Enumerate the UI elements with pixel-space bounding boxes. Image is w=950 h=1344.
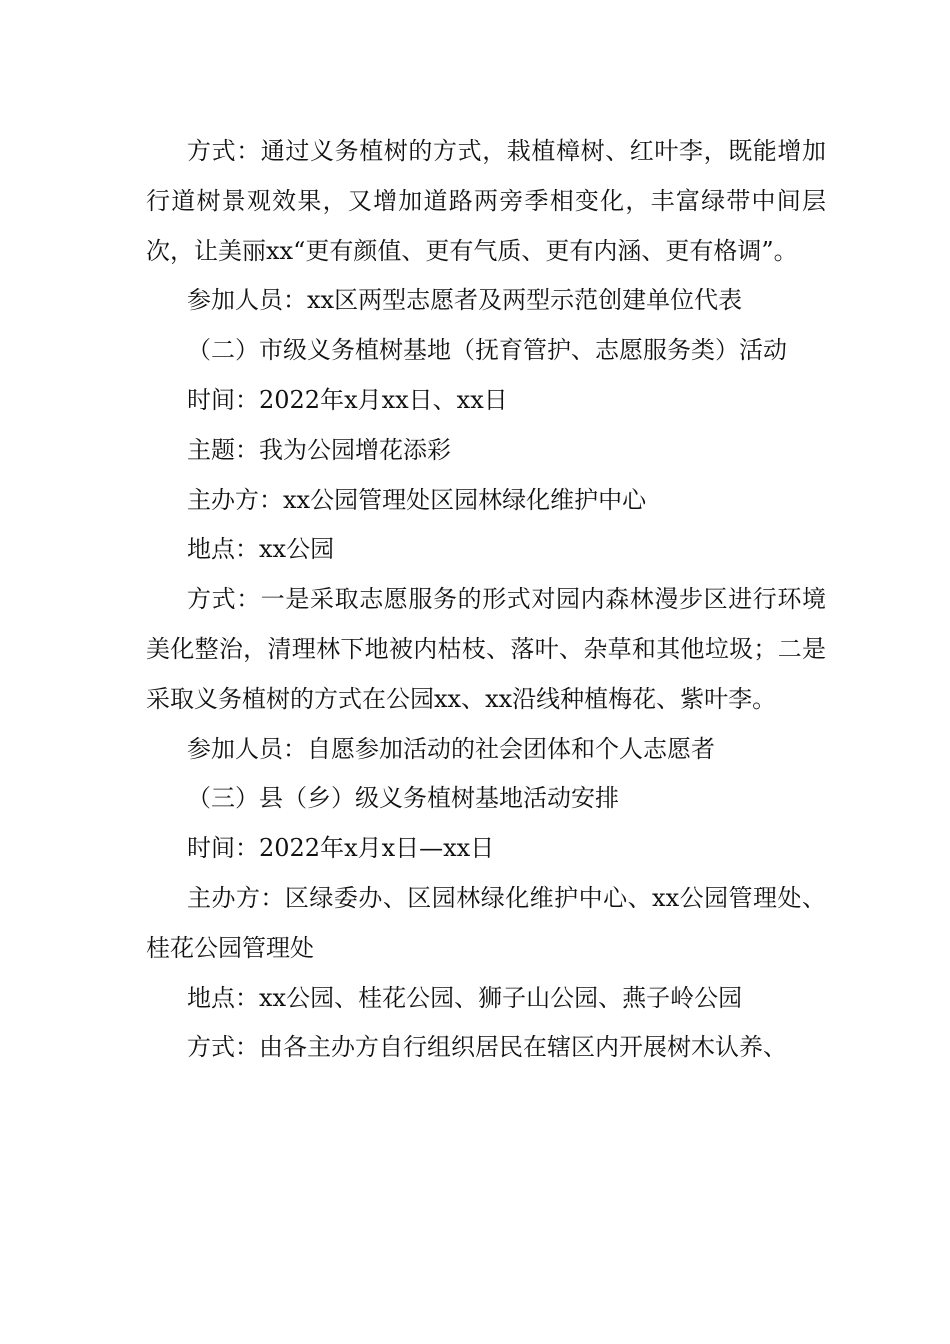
paragraph-method-2: 方式：一是采取志愿服务的形式对园内森林漫步区进行环境美化整治，清理林下地被内枯枝、落叶、杂草和其他垃圾；二是采取义务植树的方式在公园xx、xx沿线种植梅花、紫叶李。	[146, 585, 826, 713]
paragraph-organizer-2: 主办方：xx公园管理处区园林绿化维护中心	[187, 485, 647, 514]
paragraph-time-2: 时间：2022年x月xx日、xx日	[187, 385, 508, 414]
section-heading-3: （三）县（乡）级义务植树基地活动安排	[187, 784, 619, 813]
paragraph-time-3: 时间：2022年x月x日—xx日	[187, 834, 495, 863]
paragraph-method-1: 方式：通过义务植树的方式，栽植樟树、红叶李，既能增加行道树景观效果，又增加道路两旁季相变化，丰富绿带中间层次，让美丽xx“更有颜值、更有气质、更有内涵、更有格调”。	[146, 137, 826, 265]
section-heading-2: （二）市级义务植树基地（抚育管护、志愿服务类）活动	[187, 336, 787, 365]
paragraph-participants-1: 参加人员：xx区两型志愿者及两型示范创建单位代表	[187, 286, 743, 315]
paragraph-location-3: 地点：xx公园、桂花公园、狮子山公园、燕子岭公园	[187, 983, 743, 1012]
paragraph-method-3: 方式：由各主办方自行组织居民在辖区内开展树木认养、	[187, 1033, 787, 1062]
document-page	[146, 127, 826, 1073]
paragraph-theme-2: 主题：我为公园增花添彩	[187, 435, 451, 464]
paragraph-organizer-3: 主办方：区绿委办、区园林绿化维护中心、xx公园管理处、桂花公园管理处	[146, 883, 826, 962]
paragraph-participants-2: 参加人员：自愿参加活动的社会团体和个人志愿者	[187, 734, 715, 763]
paragraph-location-2: 地点：xx公园	[187, 535, 335, 564]
